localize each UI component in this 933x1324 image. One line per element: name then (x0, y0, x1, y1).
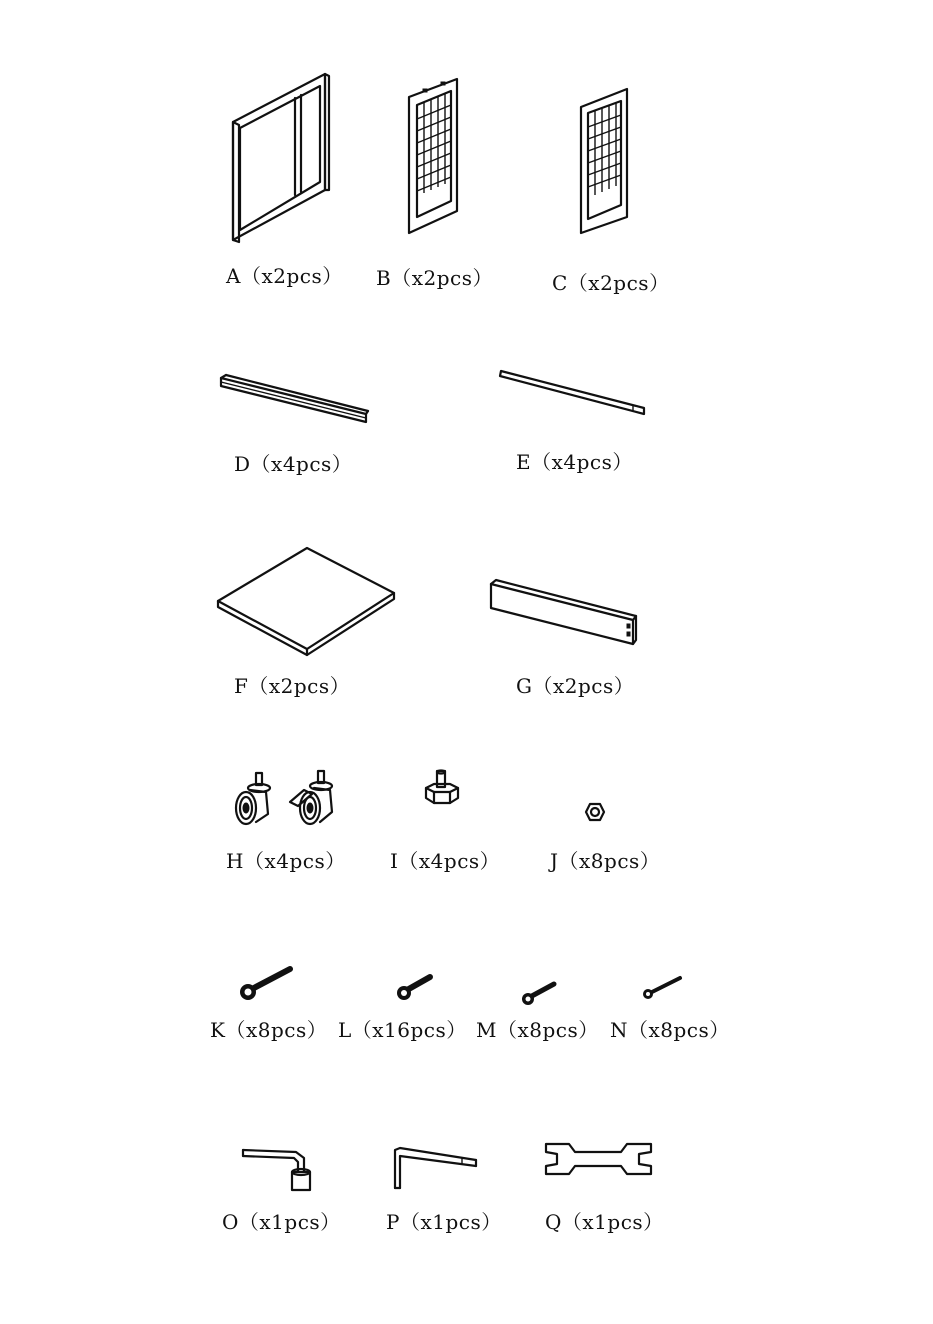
shelf-board-icon (215, 545, 397, 657)
screw-icon (520, 980, 558, 1006)
part-label-q: Q（x1pcs） (545, 1210, 664, 1234)
allen-key-icon (392, 1146, 482, 1192)
part-label-g: G（x2pcs） (516, 674, 635, 698)
nut-icon (585, 802, 605, 822)
part-label-d: D（x4pcs） (234, 452, 353, 476)
rod-icon (498, 368, 648, 418)
part-label-c: C（x2pcs） (552, 271, 670, 295)
part-label-e: E（x4pcs） (516, 450, 633, 474)
part-label-a: A（x2pcs） (226, 264, 343, 288)
caster-wheel-icon (228, 768, 343, 830)
part-label-h: H（x4pcs） (226, 849, 346, 873)
rail-icon (218, 372, 370, 426)
bolt-icon (238, 965, 294, 1003)
part-label-i: I（x4pcs） (390, 849, 501, 873)
open-spanner-icon (543, 1140, 655, 1180)
screw-icon (642, 974, 684, 1000)
part-label-l: L（x16pcs） (338, 1018, 467, 1042)
plank-icon (488, 576, 640, 648)
part-label-b: B（x2pcs） (376, 266, 493, 290)
part-label-m: M（x8pcs） (476, 1018, 599, 1042)
part-label-n: N（x8pcs） (610, 1018, 730, 1042)
part-label-j: J（x8pcs） (550, 849, 661, 873)
grid-panel-icon (405, 75, 465, 235)
bolt-icon (395, 972, 435, 1002)
socket-wrench-icon (240, 1146, 315, 1196)
grid-panel-icon (577, 85, 633, 235)
part-label-k: K（x8pcs） (210, 1018, 328, 1042)
part-label-p: P（x1pcs） (386, 1210, 502, 1234)
part-label-o: O（x1pcs） (222, 1210, 341, 1234)
frame-panel-icon (225, 70, 335, 245)
leveling-foot-icon (420, 768, 466, 808)
part-label-f: F（x2pcs） (234, 674, 351, 698)
